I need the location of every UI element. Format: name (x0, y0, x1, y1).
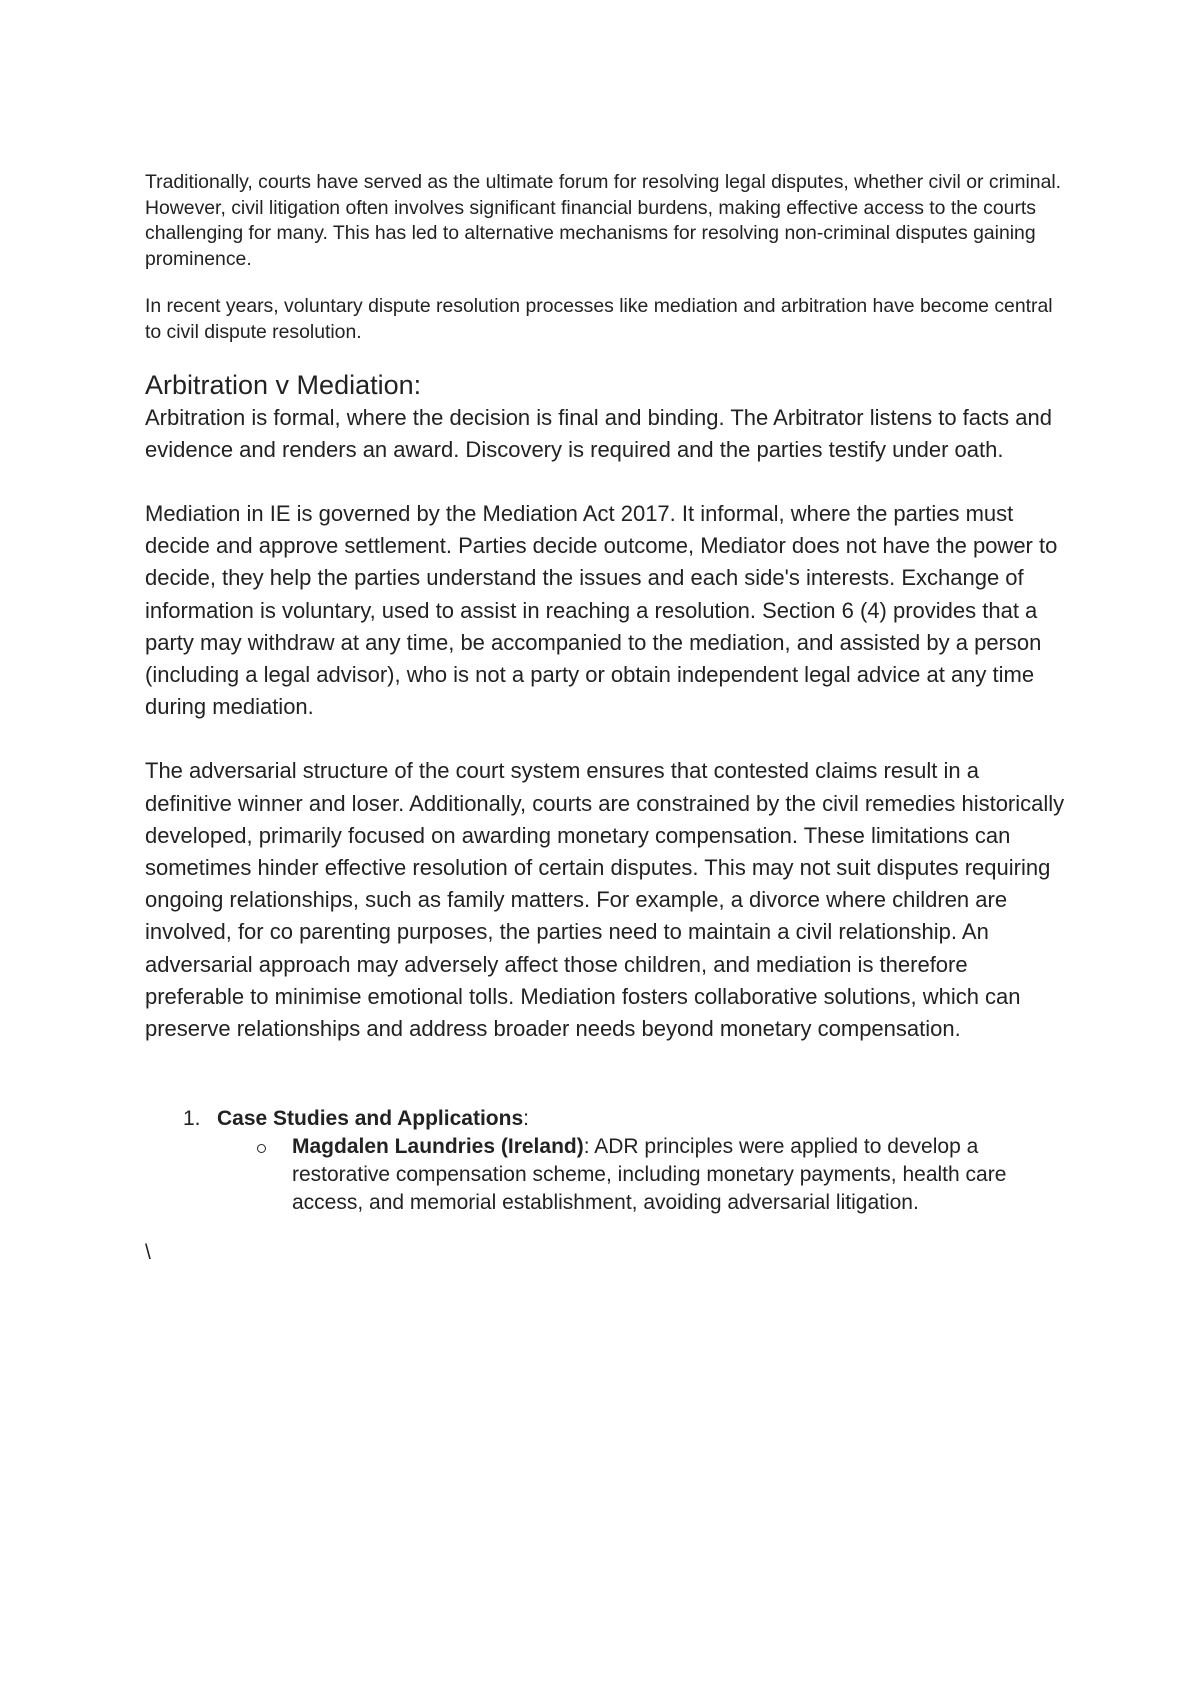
sub-item-title: Magdalen Laundries (Ireland) (292, 1135, 584, 1159)
arbitration-paragraph: Arbitration is formal, where the decision is final and binding. The Arbitrator listens to facts and evidence and renders an award. Discovery is required and the parties testify under oath. (145, 404, 1052, 462)
adversarial-paragraph: The adversarial structure of the court system ensures that contested claims result in a definitive winner and loser. Additionally, courts are constrained by the civil remedies historically developed, primarily focused on awarding monetary compensation. These limitations can sometimes hinder effective resolution of certain disputes. This may not suit disputes requiring ongoing relationships, such as family matters. For example, a divorce where children are involved, for co parenting purposes, the parties need to maintain a civil relationship. An adversarial approach may adversely affect those children, and mediation is therefore preferable to minimise emotional tolls. Mediation fosters collaborative solutions, which can preserve relationships and address broader needs beyond monetary compensation. (145, 758, 1065, 1042)
intro-paragraph-2: In recent years, voluntary dispute resolution processes like mediation and arbitration have become central to civil dispute resolution. (145, 295, 1053, 343)
sub-list-item (145, 1133, 1065, 1217)
list-item (145, 1105, 1065, 1133)
mediation-paragraph: Mediation in IE is governed by the Mediation Act 2017. It informal, where the parties must decide and approve settlement. Parties decide outcome, Mediator does not have the power to decide, they help the parties understand the issues and each side's interests. Exchange of information is voluntary, used to assist in reaching a resolution. Section 6 (4) provides that a party may withdraw at any time, be accompanied to the mediation, and assisted by a person (including a legal advisor), who is not a party or obtain independent legal advice at any time during mediation. (145, 500, 1058, 720)
list-number: 1. (183, 1107, 201, 1131)
list-item-title-suffix: : (523, 1107, 529, 1131)
section-heading: Arbitration v Mediation: (145, 369, 422, 400)
hollow-circle-bullet-icon (257, 1144, 266, 1153)
intro-paragraph-1: Traditionally, courts have served as the ultimate forum for resolving legal disputes, whether civil or criminal. However, civil litigation often involves significant financial burdens, making effective access to the courts challenging for many. This has led to alternative mechanisms for resolving non-criminal disputes gaining prominence. (145, 171, 1062, 270)
list-item-title: Case Studies and Applications (217, 1107, 524, 1131)
document-body (145, 170, 1065, 1267)
trailing-backslash: \ (145, 1241, 151, 1265)
sub-list (145, 1133, 1065, 1217)
numbered-list (145, 1105, 1065, 1133)
sub-item-text: : ADR principles were applied to develop a restorative compensation scheme, including monetary payments, health care access, and memorial establishment, avoiding adversarial litigation. (292, 1135, 1007, 1215)
